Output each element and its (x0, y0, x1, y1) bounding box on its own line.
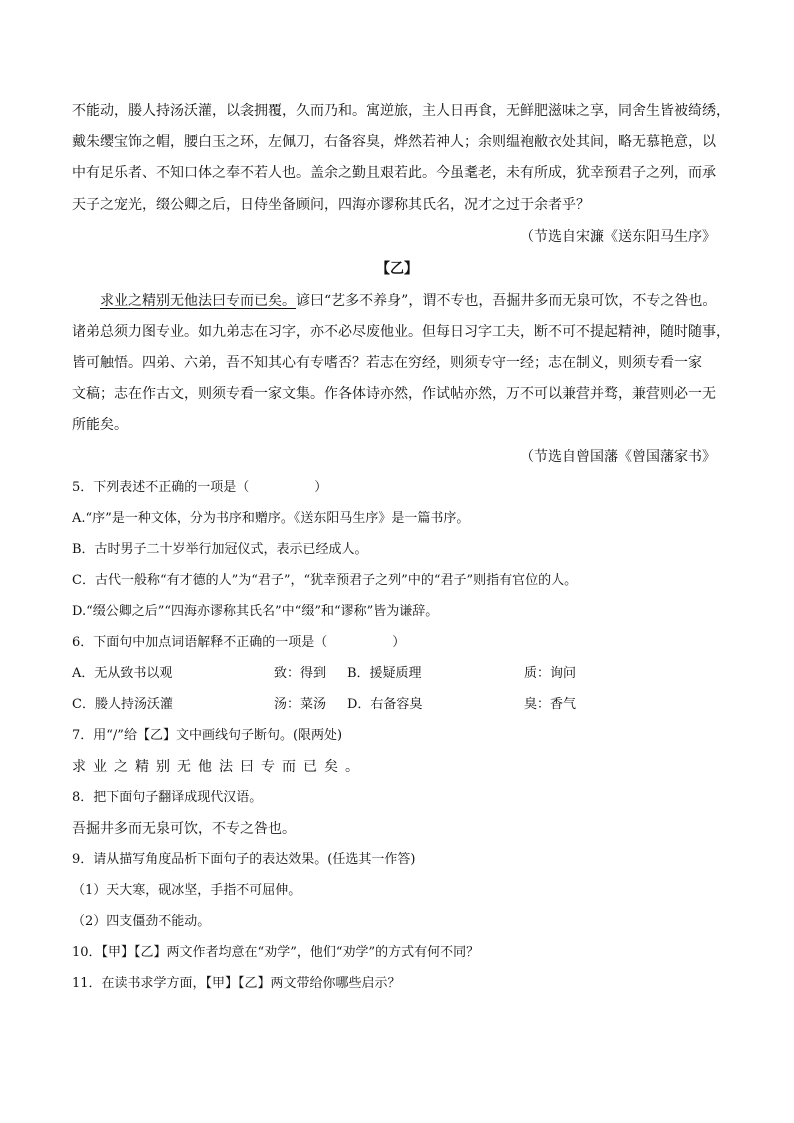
passage-a-line-2: 戴朱缨宝饰之帽，腰白玉之环，左佩刀，右备容臭，烨然若神人；余则缊袍敝衣处其间，略无慕艳意，以 (72, 134, 716, 150)
q6-option-c: C．媵人持汤沃灌 (72, 697, 173, 712)
q5-stem: 5．下列表述不正确的一项是（ ） (72, 480, 328, 495)
q9-item-2: （2）四支僵劲不能动。 (72, 914, 211, 929)
q6-option-b: B．援疑质理 (347, 666, 422, 681)
passage-b-source: （节选自曾国藩《曾国藩家书》 (520, 449, 716, 465)
passage-a-line-1: 不能动，媵人持汤沃灌，以衾拥覆，久而乃和。寓逆旅，主人日再食，无鲜肥滋味之享，同舍生皆被绮绣， (72, 103, 730, 119)
q8-stem: 8．把下面句子翻译成现代汉语。 (72, 790, 263, 805)
passage-b-heading: 【乙】 (376, 261, 418, 277)
q6-option-c-gloss: 汤：菜汤 (274, 697, 327, 712)
q6-stem: 6．下面句中加点词语解释不正确的一项是（ ） (72, 635, 406, 650)
q7-stem: 7．用“/”给【乙】文中画线句子断句。(限两处) (72, 728, 343, 743)
q5-option-b: B．古时男子二十岁举行加冠仪式，表示已经成人。 (72, 542, 368, 557)
underlined-sentence: 求业之精别无他法曰专而已矣。 (100, 293, 296, 309)
q7-sentence: 求业之精别无他法曰专而已矣。 (72, 759, 366, 775)
q9-item-1: （1）天大寒，砚冰坚，手指不可屈伸。 (72, 883, 302, 898)
q6-option-b-gloss: 质：询问 (524, 666, 577, 681)
q6-option-a-gloss: 致：得到 (274, 666, 327, 681)
passage-a-source: （节选自宋濂《送东阳马生序》 (520, 229, 716, 245)
passage-b-line-1-rest: 谚曰“艺多不养身”，谓不专也，吾掘井多而无泉可饮，不专之咎也。 (296, 293, 717, 309)
passage-a-line-3: 中有足乐者、不知口体之奉不若人也。盖余之勤且艰若此。今虽耄老，未有所成，犹幸预君子之列，而承 (72, 165, 716, 181)
q5-option-c: C．古代一般称“有才德的人”为“君子”，“犹幸预君子之列”中的“君子”则指有官位的人。 (72, 573, 578, 588)
q8-sentence: 吾掘井多而无泉可饮，不专之咎也。 (72, 821, 296, 837)
passage-b-line-3: 皆可触悟。四弟、六弟，吾不知其心有专嗜否？若志在穷经，则须专守一经；志在制义，则须专看一家 (72, 355, 702, 371)
q10-stem: 10．【甲】【乙】两文作者均意在“劝学”，他们“劝学”的方式有何不同？ (72, 945, 480, 960)
q9-stem: 9．请从描写角度品析下面句子的表达效果。(任选其一作答) (72, 852, 416, 867)
passage-b-line-5: 所能矣。 (72, 417, 128, 433)
passage-b-line-2: 诸弟总须力图专业。如九弟志在习字，亦不必尽废他业。但每日习字工夫，断不可不提起精神，随时随事， (72, 324, 730, 340)
q6-option-d: D．右备容臭 (347, 697, 423, 712)
q11-stem: 11．在读书求学方面，【甲】【乙】两文带给你哪些启示？ (72, 976, 401, 991)
passage-a-line-4: 天子之宠光，缀公卿之后，日侍坐备顾问，四海亦谬称其氏名，况才之过于余者乎？ (72, 197, 590, 213)
q6-option-d-gloss: 臭：香气 (524, 697, 577, 712)
q6-option-a: A．无从致书以观 (72, 666, 173, 681)
passage-b-line-1 (100, 291, 716, 311)
q5-option-a: A.“序”是一种文体，分为书序和赠序。《送东阳马生序》是一篇书序。 (72, 511, 470, 526)
passage-b-line-4: 文稿；志在作古文，则须专看一家文集。作各体诗亦然，作试帖亦然，万不可以兼营并骛，兼营则必一无 (72, 386, 716, 402)
q5-option-d: D.“缀公卿之后”“四海亦谬称其氏名”中“缀”和“谬称”皆为谦辞。 (72, 604, 439, 619)
